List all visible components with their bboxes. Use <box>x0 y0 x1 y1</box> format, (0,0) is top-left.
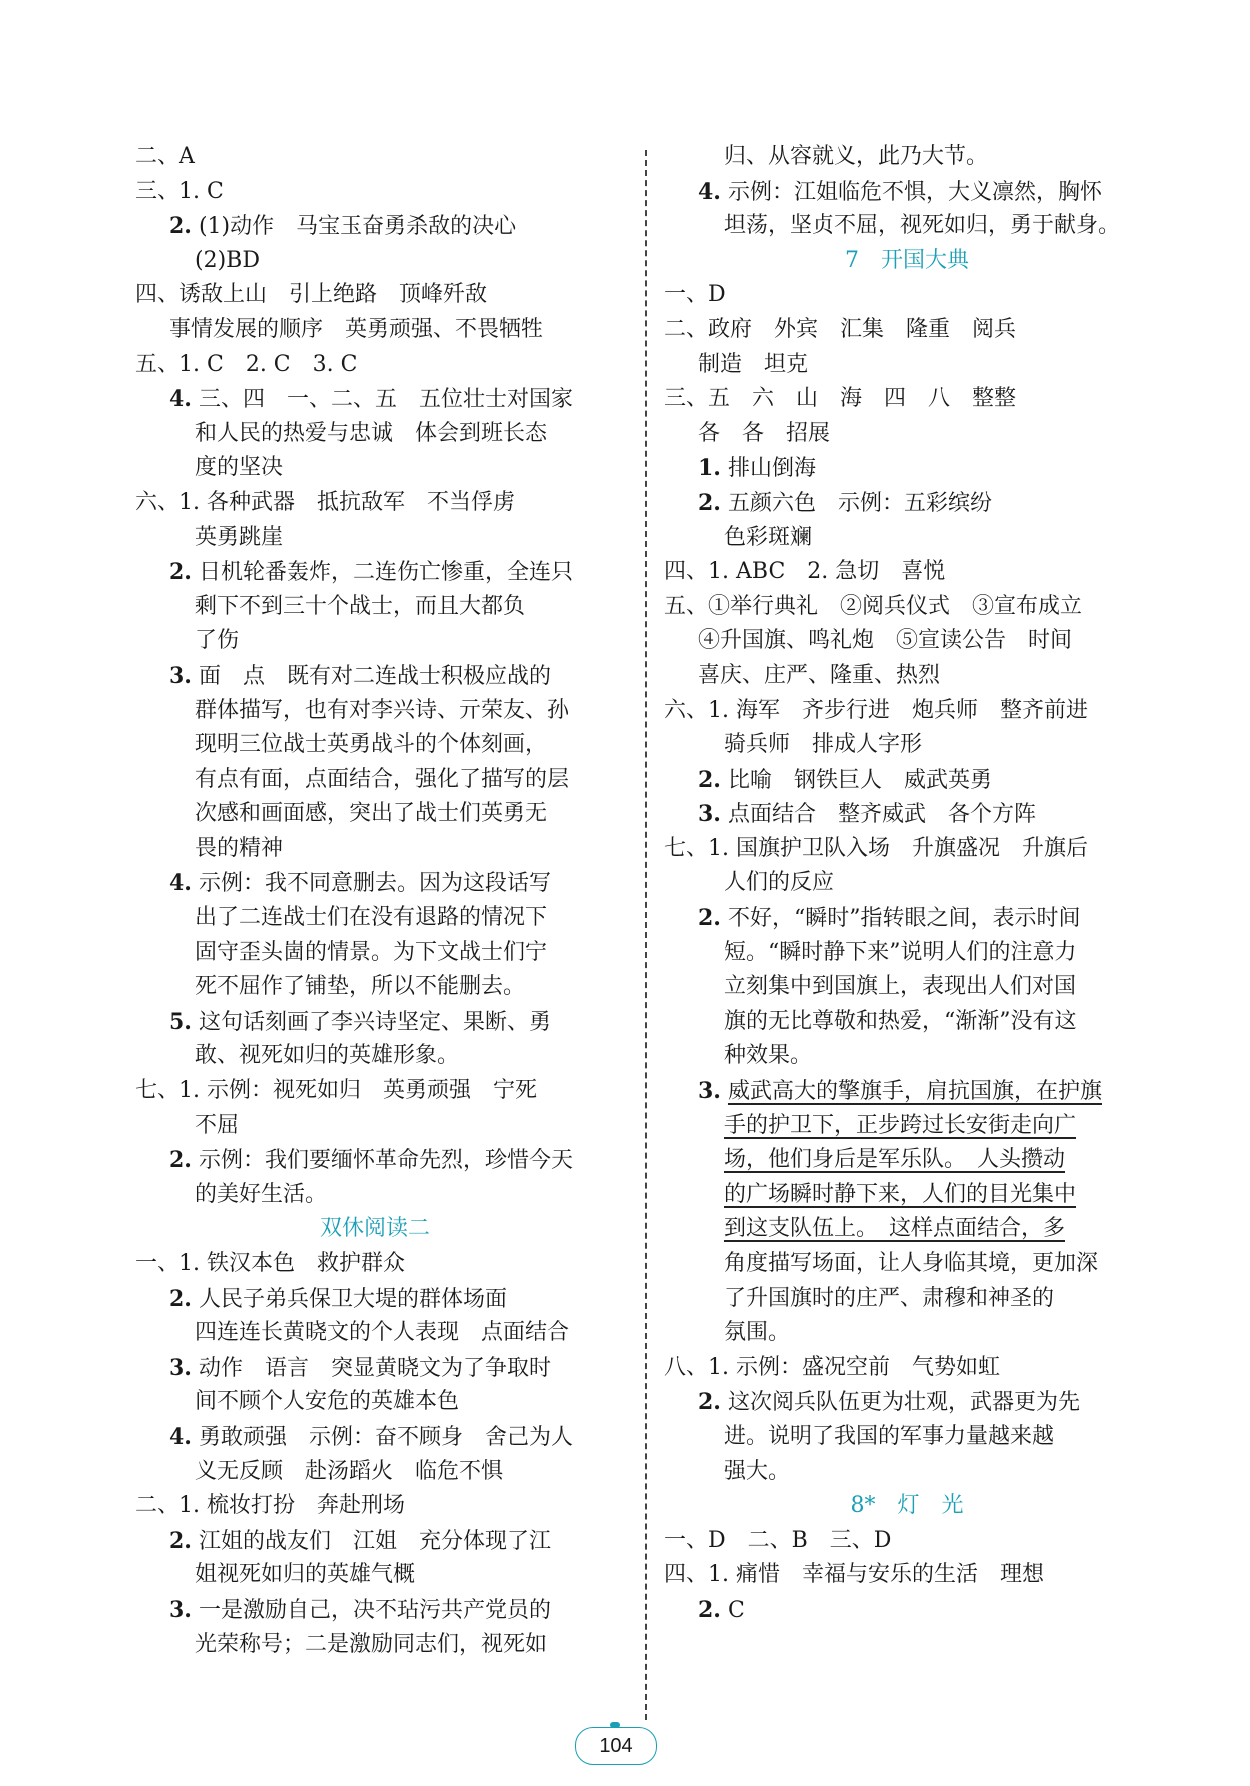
answer-line <box>135 555 615 590</box>
answer-text: 现明三位战士英勇战斗的个体刻画， <box>195 732 548 758</box>
answer-line <box>664 1178 1150 1213</box>
answer-line <box>664 1524 1150 1559</box>
answer-text: 日机轮番轰炸，二连伤亡惨重，全连只 <box>198 560 573 586</box>
item-number: 2. <box>698 489 721 516</box>
answer-line <box>664 1420 1150 1455</box>
answer-line <box>664 451 1150 486</box>
answer-text: 五、1. C 2. C 3. C <box>135 351 358 377</box>
answer-text: 和人民的热爱与忠诚 体会到班长态 <box>195 420 548 446</box>
answer-text: 坦荡，坚贞不屈，视死如归，勇于献身。 <box>724 213 1121 239</box>
answer-line <box>135 901 615 936</box>
answer-line <box>664 970 1150 1005</box>
answer-text: 了伤 <box>195 628 240 654</box>
answer-text: 事情发展的顺序 英勇顽强、不畏牺牲 <box>169 316 544 342</box>
column-divider <box>645 150 647 1720</box>
answer-line <box>135 1489 615 1524</box>
answer-text: 示例：我不同意删去。因为这段话写 <box>198 871 551 897</box>
answer-text: 喜庆、庄严、隆重、热烈 <box>698 662 941 688</box>
answer-text: 氛围。 <box>724 1320 791 1346</box>
answer-text: 人们的反应 <box>724 870 835 896</box>
answer-line <box>135 313 615 348</box>
right-column <box>664 140 1150 1628</box>
answer-line <box>664 278 1150 313</box>
answer-line <box>664 1074 1150 1109</box>
answer-text: 示例：我们要缅怀革命先烈，珍惜今天 <box>198 1148 573 1174</box>
section-heading: 7 开国大典 <box>845 247 969 273</box>
answer-text: 旗的无比尊敬和热爱，“渐渐”没有这 <box>724 1008 1077 1034</box>
answer-text: 这句话刻画了李兴诗坚定、果断、勇 <box>198 1009 551 1035</box>
item-number: 3. <box>169 1596 192 1623</box>
answer-text: 不好，“瞬时”指转眼之间，表示时间 <box>727 906 1081 932</box>
answer-line <box>664 555 1150 590</box>
item-number: 2. <box>169 1147 192 1174</box>
answer-text: 立刻集中到国旗上，表现出人们对国 <box>724 974 1077 1000</box>
answer-line <box>664 624 1150 659</box>
answer-line <box>664 1212 1150 1247</box>
answer-text: 三、四 一、二、五 五位壮士对国家 <box>198 387 573 413</box>
answer-line <box>664 209 1150 244</box>
answer-line <box>664 659 1150 694</box>
answer-text: 固守歪头崮的情景。为下文战士们宁 <box>195 939 548 965</box>
answer-text: 有点有面，点面结合，强化了描写的层 <box>195 766 570 792</box>
item-number: 2. <box>169 1527 192 1554</box>
answer-line <box>135 1351 615 1386</box>
item-number: 2. <box>698 905 721 932</box>
answer-line <box>135 175 615 210</box>
answer-text: 一是激励自己，决不玷污共产党员的 <box>198 1597 551 1623</box>
answer-text: 短。“瞬时静下来”说明人们的注意力 <box>724 939 1077 965</box>
answer-text: 三、五 六 山 海 四 八 整整 <box>664 386 1017 412</box>
answer-text: 种效果。 <box>724 1043 813 1069</box>
answer-line <box>135 728 615 763</box>
answer-text: 二、A <box>135 144 195 169</box>
answer-text: (1)动作 马宝玉奋勇杀敌的决心 <box>198 214 517 240</box>
answer-text: 这次阅兵队伍更为壮观，武器更为先 <box>727 1390 1080 1416</box>
answer-line <box>664 694 1150 729</box>
answer-line <box>664 1039 1150 1074</box>
answer-line <box>664 763 1150 798</box>
answer-line <box>135 866 615 901</box>
item-number: 2. <box>698 1389 721 1416</box>
answer-text: 二、政府 外宾 汇集 隆重 阅兵 <box>664 316 1017 342</box>
answer-line <box>135 1074 615 1109</box>
answer-line <box>135 382 615 417</box>
answer-text: 四连连长黄晓文的个人表现 点面结合 <box>195 1320 570 1346</box>
answer-text: 英勇跳崖 <box>195 524 284 550</box>
answer-text: 到这支队伍上。 这样点面结合，多 <box>724 1216 1066 1242</box>
answer-line <box>135 590 615 625</box>
answer-text: 归、从容就义，此乃大节。 <box>724 144 989 169</box>
answer-line <box>135 278 615 313</box>
answer-text: 手的护卫下，正步跨过长安街走向广 <box>724 1112 1077 1138</box>
answer-text: 六、1. 海军 齐步行进 炮兵师 整齐前进 <box>664 697 1088 723</box>
answer-text: 二、1. 梳妆打扮 奔赴刑场 <box>135 1493 405 1519</box>
item-number: 2. <box>169 559 192 586</box>
answer-line <box>135 486 615 521</box>
answer-text: 死不屈作了铺垫，所以不能删去。 <box>195 974 526 1000</box>
answer-text: 剩下不到三十个战士，而且大都负 <box>195 593 526 619</box>
answer-line <box>135 140 615 175</box>
answer-text: 八、1. 示例：盛况空前 气势如虹 <box>664 1354 1000 1380</box>
answer-text: 间不顾个人安危的英雄本色 <box>195 1389 460 1415</box>
answer-text: 七、1. 示例：视死如归 英勇顽强 宁死 <box>135 1078 537 1104</box>
answer-text: 四、1. ABC 2. 急切 喜悦 <box>664 559 946 585</box>
answer-text: C <box>727 1597 745 1623</box>
answer-line <box>664 1005 1150 1040</box>
answer-text: 排山倒海 <box>727 456 816 482</box>
answer-text: 各 各 招展 <box>698 420 831 446</box>
answer-line <box>664 1143 1150 1178</box>
answer-text: 姐视死如归的英雄气概 <box>195 1562 416 1588</box>
item-number: 2. <box>169 213 192 240</box>
answer-line <box>135 1558 615 1593</box>
answer-line <box>664 1282 1150 1317</box>
answer-text: 了升国旗时的庄严、肃穆和神圣的 <box>724 1285 1055 1311</box>
answer-line <box>664 1247 1150 1282</box>
answer-line <box>664 382 1150 417</box>
answer-text: 的美好生活。 <box>195 1181 328 1207</box>
answer-text: 场，他们身后是军乐队。 人头攒动 <box>724 1147 1066 1173</box>
answer-text: 畏的精神 <box>195 835 284 861</box>
answer-text: 进。说明了我国的军事力量越来越 <box>724 1423 1055 1449</box>
answer-line <box>135 521 615 556</box>
answer-text: 义无反顾 赴汤蹈火 临危不惧 <box>195 1458 504 1484</box>
answer-text: 四、1. 痛惜 幸福与安乐的生活 理想 <box>664 1562 1044 1588</box>
answer-line <box>135 244 615 279</box>
left-column <box>135 140 615 1662</box>
answer-line <box>135 417 615 452</box>
answer-line <box>664 417 1150 452</box>
answer-line <box>135 451 615 486</box>
page-number: 104 <box>575 1727 657 1765</box>
answer-line <box>135 348 615 383</box>
item-number: 1. <box>698 455 721 482</box>
answer-line <box>664 1558 1150 1593</box>
answer-line <box>664 313 1150 348</box>
answer-line <box>664 936 1150 971</box>
answer-line <box>135 694 615 729</box>
answer-line <box>664 348 1150 383</box>
answer-line <box>135 936 615 971</box>
answer-text: (2)BD <box>195 247 260 273</box>
item-number: 3. <box>698 801 721 828</box>
item-number: 5. <box>169 1008 192 1035</box>
answer-line <box>664 901 1150 936</box>
answer-line <box>664 1593 1150 1628</box>
answer-line <box>135 1385 615 1420</box>
answer-text: 一、1. 铁汉本色 救护群众 <box>135 1251 405 1276</box>
answer-text: 色彩斑斓 <box>724 524 813 550</box>
item-number: 4. <box>698 178 721 205</box>
answer-line <box>664 728 1150 763</box>
answer-line <box>664 175 1150 210</box>
answer-line <box>135 1143 615 1178</box>
answer-text: 光荣称号；二是激励同志们，视死如 <box>195 1631 548 1657</box>
answer-line <box>135 1455 615 1490</box>
answer-text: 比喻 钢铁巨人 威武英勇 <box>727 767 992 793</box>
answer-text: 威武高大的擎旗手，肩抗国旗，在护旗 <box>727 1079 1102 1105</box>
answer-line <box>135 763 615 798</box>
answer-text: 次感和画面感，突出了战士们英勇无 <box>195 801 548 827</box>
answer-text: 三、1. C <box>135 178 224 204</box>
answer-text: 出了二连战士们在没有退路的情况下 <box>195 905 548 931</box>
answer-text: 七、1. 国旗护卫队入场 升旗盛况 升旗后 <box>664 835 1088 861</box>
answer-line <box>135 970 615 1005</box>
answer-line <box>135 1109 615 1144</box>
answer-text: 敢、视死如归的英雄形象。 <box>195 1043 460 1069</box>
answer-line <box>135 1247 615 1282</box>
answer-line <box>135 832 615 867</box>
item-number: 2. <box>169 1285 192 1312</box>
answer-line <box>664 866 1150 901</box>
item-number: 2. <box>698 766 721 793</box>
answer-text: 骑兵师 排成人字形 <box>724 732 923 758</box>
answer-line <box>664 521 1150 556</box>
answer-text: 五、①举行典礼 ②阅兵仪式 ③宣布成立 <box>664 593 1083 619</box>
answer-line <box>664 1351 1150 1386</box>
answer-text: 群体描写，也有对李兴诗、亓荣友、孙 <box>195 697 570 723</box>
answer-text: 制造 坦克 <box>698 351 809 377</box>
answer-line <box>135 1316 615 1351</box>
answer-line <box>135 1524 615 1559</box>
answer-line <box>135 1593 615 1628</box>
answer-text: 的广场瞬时静下来，人们的目光集中 <box>724 1181 1077 1207</box>
answer-text: 勇敢顽强 示例：奋不顾身 舍己为人 <box>198 1424 573 1450</box>
answer-text: 四、诱敌上山 引上绝路 顶峰歼敌 <box>135 282 488 308</box>
answer-line <box>135 1005 615 1040</box>
answer-text: 强大。 <box>724 1458 791 1484</box>
section-heading: 8* 灯 光 <box>850 1493 964 1519</box>
answer-line <box>135 1282 615 1317</box>
answer-line <box>135 624 615 659</box>
item-number: 3. <box>169 662 192 689</box>
answer-line <box>135 797 615 832</box>
answer-line <box>135 1039 615 1074</box>
answer-text: 面 点 既有对二连战士积极应战的 <box>198 663 551 689</box>
answer-line <box>664 1385 1150 1420</box>
answer-line <box>664 797 1150 832</box>
answer-text: 点面结合 整齐威武 各个方阵 <box>727 802 1036 828</box>
answer-line <box>664 1316 1150 1351</box>
answer-text: 江姐的战友们 江姐 充分体现了江 <box>198 1528 551 1554</box>
answer-line <box>135 1178 615 1213</box>
answer-text: 一、D 二、B 三、D <box>664 1527 892 1553</box>
answer-line <box>135 209 615 244</box>
answer-text: ④升国旗、鸣礼炮 ⑤宣读公告 时间 <box>698 628 1073 654</box>
item-number: 4. <box>169 870 192 897</box>
answer-text: 五颜六色 示例：五彩缤纷 <box>727 490 992 516</box>
answer-text: 不屈 <box>195 1112 240 1138</box>
answer-line <box>135 1628 615 1663</box>
answer-line <box>664 140 1150 175</box>
answer-text: 度的坚决 <box>195 455 284 481</box>
answer-line <box>664 590 1150 625</box>
item-number: 4. <box>169 1423 192 1450</box>
item-number: 3. <box>169 1354 192 1381</box>
answer-line <box>664 486 1150 521</box>
answer-line <box>664 1109 1150 1144</box>
answer-text: 六、1. 各种武器 抵抗敌军 不当俘虏 <box>135 489 515 515</box>
item-number: 3. <box>698 1078 721 1105</box>
answer-text: 示例：江姐临危不惧，大义凛然，胸怀 <box>727 179 1102 205</box>
answer-line <box>135 659 615 694</box>
item-number: 2. <box>698 1596 721 1623</box>
answer-text: 一、D <box>664 282 726 308</box>
item-number: 4. <box>169 386 192 413</box>
answer-line <box>664 832 1150 867</box>
answer-line <box>135 1420 615 1455</box>
answer-text: 人民子弟兵保卫大堤的群体场面 <box>198 1286 507 1312</box>
answer-line <box>664 1455 1150 1490</box>
answer-text: 动作 语言 突显黄晓文为了争取时 <box>198 1355 551 1381</box>
answer-text: 角度描写场面，让人身临其境，更加深 <box>724 1251 1099 1276</box>
section-heading: 双休阅读二 <box>319 1216 430 1242</box>
